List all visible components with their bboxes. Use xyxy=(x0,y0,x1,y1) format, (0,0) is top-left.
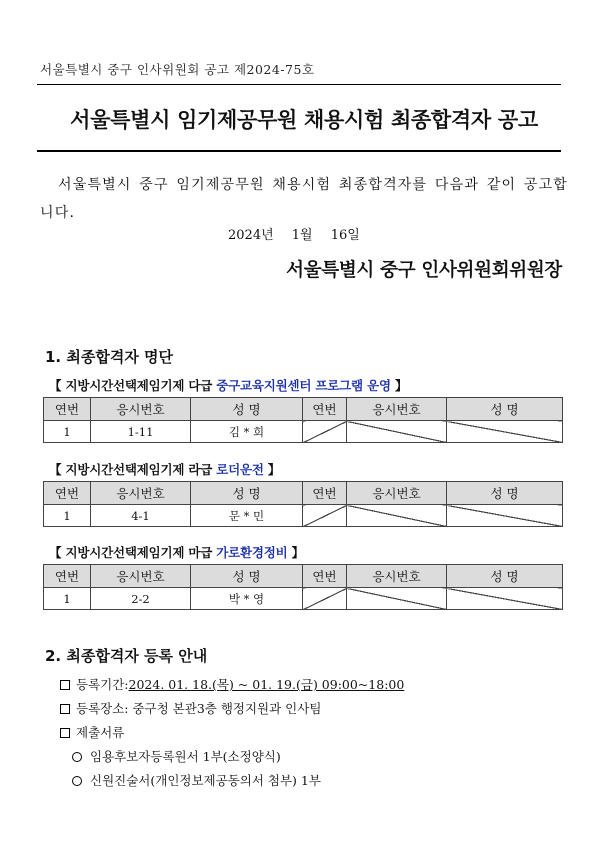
group-heading-3 xyxy=(49,543,304,561)
cell-no: 1 xyxy=(44,421,91,443)
cell-name: 박 * 영 xyxy=(191,588,303,610)
cell-exam-no: 1-11 xyxy=(91,421,191,443)
notice-number: 서울특별시 중구 인사위원회 공고 제2024-75호 xyxy=(40,62,315,77)
checkbox-square-icon xyxy=(60,704,70,714)
col-header: 응시번호 xyxy=(91,565,191,588)
col-header: 성 명 xyxy=(447,482,563,505)
registration-period xyxy=(60,673,404,697)
document-item xyxy=(60,769,404,793)
col-header: 응시번호 xyxy=(91,398,191,421)
title-rule xyxy=(37,150,561,152)
documents-label: 제출서류 xyxy=(76,725,125,740)
group-1-position: 중구교육지원센터 프로그램 운영 xyxy=(216,378,391,393)
table-header-row xyxy=(44,482,563,505)
col-header: 성 명 xyxy=(191,565,303,588)
cell-name: 김 * 희 xyxy=(191,421,303,443)
col-header: 성 명 xyxy=(447,398,563,421)
document-text: 임용후보자등록원서 1부(소정양식) xyxy=(90,749,281,764)
notice-date: 2024년 1월 16일 xyxy=(228,228,360,243)
registration-documents xyxy=(60,721,404,745)
col-header: 연번 xyxy=(44,398,91,421)
group-2-prefix: 【 지방시간선택제임기제 라급 xyxy=(49,462,217,477)
col-header: 연번 xyxy=(303,565,347,588)
cell-exam-no: 2-2 xyxy=(91,588,191,610)
group-heading-2 xyxy=(49,460,280,478)
col-header: 연번 xyxy=(44,482,91,505)
circle-bullet-icon xyxy=(72,776,82,786)
empty-cell xyxy=(303,505,347,527)
col-header: 연번 xyxy=(44,565,91,588)
cell-exam-no: 4-1 xyxy=(91,505,191,527)
registration-info xyxy=(60,673,404,793)
col-header: 응시번호 xyxy=(347,565,447,588)
section-1-heading: 1. 최종합격자 명단 xyxy=(45,348,174,366)
group-2-position: 로더운전 xyxy=(216,462,264,477)
table-header-row xyxy=(44,565,563,588)
place-text: 등록장소: 중구청 본관3층 행정지원과 인사팀 xyxy=(76,701,322,716)
top-rule xyxy=(37,84,561,85)
section-2-heading: 2. 최종합격자 등록 안내 xyxy=(45,647,208,665)
empty-cell xyxy=(447,505,563,527)
page-title: 서울특별시 임기제공무원 채용시험 최종합격자 공고 xyxy=(70,108,538,132)
col-header: 성 명 xyxy=(191,482,303,505)
document-text: 신원진술서(개인정보제공동의서 첨부) 1부 xyxy=(90,773,321,788)
period-label: 등록기간: xyxy=(76,677,129,692)
result-table-2 xyxy=(43,481,563,527)
group-3-position: 가로환경정비 xyxy=(216,545,288,560)
cell-no: 1 xyxy=(44,588,91,610)
empty-cell xyxy=(447,588,563,610)
group-1-suffix: 】 xyxy=(390,378,408,393)
col-header: 성 명 xyxy=(447,565,563,588)
group-3-prefix: 【 지방시간선택제임기제 마급 xyxy=(49,545,217,560)
table-row xyxy=(44,421,563,443)
empty-cell xyxy=(347,505,447,527)
col-header: 연번 xyxy=(303,482,347,505)
table-row xyxy=(44,505,563,527)
empty-cell xyxy=(303,588,347,610)
empty-cell xyxy=(447,421,563,443)
empty-cell xyxy=(347,588,447,610)
document-item xyxy=(60,745,404,769)
col-header: 응시번호 xyxy=(347,482,447,505)
checkbox-square-icon xyxy=(60,680,70,690)
group-2-suffix: 】 xyxy=(263,462,281,477)
result-table-1 xyxy=(43,397,563,443)
issuer-name: 서울특별시 중구 인사위원회위원장 xyxy=(286,260,562,281)
group-1-prefix: 【 지방시간선택제임기제 다급 xyxy=(49,378,217,393)
registration-place xyxy=(60,697,404,721)
empty-cell xyxy=(347,421,447,443)
empty-cell xyxy=(303,421,347,443)
circle-bullet-icon xyxy=(72,752,82,762)
col-header: 응시번호 xyxy=(91,482,191,505)
group-heading-1 xyxy=(49,376,407,394)
intro-text: 서울특별시 중구 임기제공무원 채용시험 최종합격자를 다음과 같이 공고합니다. xyxy=(40,177,568,221)
period-value: 2024. 01. 18.(목) ~ 01. 19.(금) 09:00~18:00 xyxy=(128,677,405,692)
group-3-suffix: 】 xyxy=(287,545,304,560)
col-header: 성 명 xyxy=(191,398,303,421)
table-header-row xyxy=(44,398,563,421)
result-table-3 xyxy=(43,564,563,610)
col-header: 연번 xyxy=(303,398,347,421)
col-header: 응시번호 xyxy=(347,398,447,421)
cell-no: 1 xyxy=(44,505,91,527)
table-row xyxy=(44,588,563,610)
cell-name: 문 * 민 xyxy=(191,505,303,527)
checkbox-square-icon xyxy=(60,728,70,738)
